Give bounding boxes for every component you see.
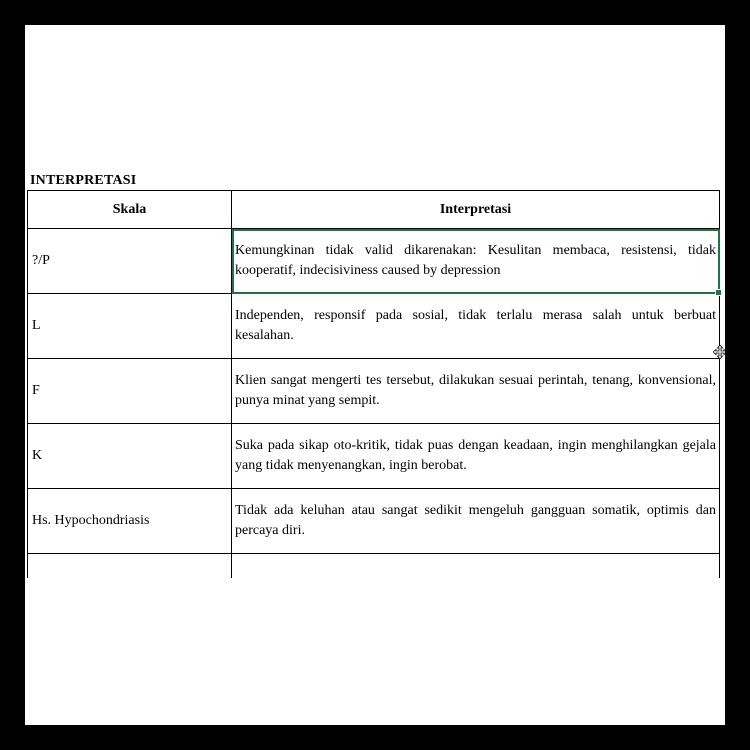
skala-cell[interactable]: F [28,359,232,424]
table-row [28,424,720,489]
table-row-partial [28,554,720,579]
interpretasi-cell[interactable]: Klien sangat mengerti tes tersebut, dilakukan sesuai perintah, tenang, konvensional, punya minat yang sempit. [232,359,720,424]
interpretasi-cell-selected[interactable] [232,229,720,294]
interpretasi-cell[interactable]: Tidak ada keluhan atau sangat sedikit mengeluh gangguan somatik, optimis dan percaya diri. [232,489,720,554]
table-row [28,294,720,359]
skala-cell-empty[interactable] [28,554,232,579]
interpretasi-cell[interactable]: Independen, responsif pada sosial, tidak terlalu merasa salah untuk berbuat kesalahan. [232,294,720,359]
skala-cell[interactable]: K [28,424,232,489]
skala-cell[interactable]: Hs. Hypochondriasis [28,489,232,554]
column-header-skala[interactable]: Skala [28,191,232,229]
table-row [28,359,720,424]
column-header-interpretasi[interactable]: Interpretasi [232,191,720,229]
document-page [25,25,725,725]
section-heading: INTERPRETASI [30,173,137,188]
interpretasi-cell[interactable]: Suka pada sikap oto-kritik, tidak puas dengan keadaan, ingin menghilangkan gejala yang tidak menyenangkan, ingin berobat. [232,424,720,489]
table-row [28,489,720,554]
fill-handle[interactable] [715,289,722,296]
skala-cell[interactable]: L [28,294,232,359]
table-header-row [28,191,720,229]
interpretation-table [27,190,720,578]
interpretasi-text: Kemungkinan tidak valid dikarenakan: Kesulitan membaca, resistensi, tidak kooperatif, indecisiviness caused by depression [235,243,716,278]
skala-cell[interactable]: ?/P [28,229,232,294]
table-row [28,229,720,294]
move-cursor-icon [713,345,725,359]
interpretasi-cell-empty[interactable] [232,554,720,579]
